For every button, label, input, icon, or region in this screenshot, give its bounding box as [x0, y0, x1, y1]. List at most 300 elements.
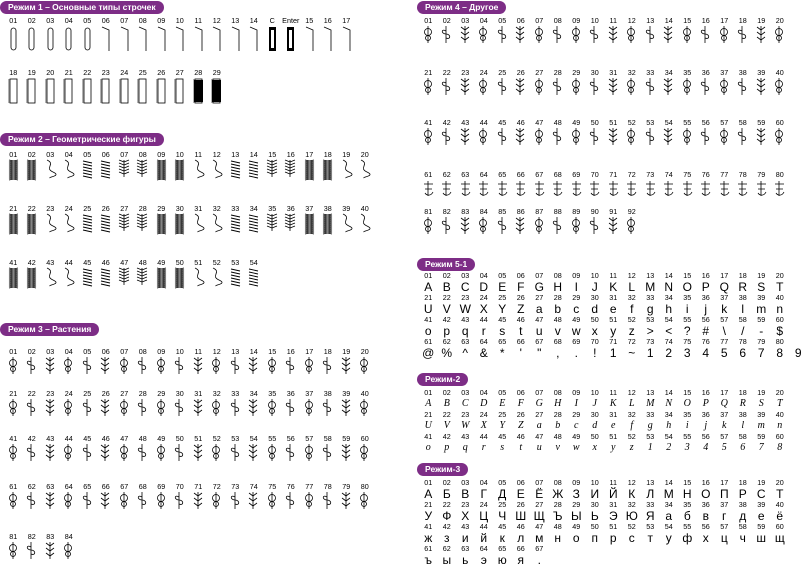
mode3-cyr-panel	[417, 463, 800, 575]
pattern-number: 73	[646, 170, 655, 179]
pattern-number: 46	[101, 434, 110, 443]
pattern-number: 30	[175, 204, 184, 213]
letter-glyph: г	[722, 509, 727, 523]
stitch-pattern-icon	[173, 443, 186, 462]
pattern-number: 01	[9, 16, 18, 25]
letter-glyph: к	[499, 531, 505, 545]
letter-number: 17	[720, 388, 729, 397]
pattern-number: 28	[138, 204, 147, 213]
pattern-number: 06	[101, 16, 110, 25]
stitch-pattern-icon	[118, 159, 131, 178]
stitch-pattern-icon	[81, 159, 94, 178]
stitch-pattern-icon	[459, 77, 472, 96]
stitch-pattern-icon	[284, 443, 297, 462]
pattern-cell	[134, 389, 153, 417]
letter-number: 67	[535, 337, 544, 346]
letter-row-numbers	[419, 411, 789, 419]
pattern-cell	[4, 347, 23, 375]
letter-glyph: И	[590, 487, 600, 501]
pattern-cell	[115, 68, 134, 105]
pattern-number: 28	[194, 68, 203, 77]
letter-number: 03	[461, 478, 470, 487]
pattern-cell	[23, 482, 42, 510]
letter-number: 10	[590, 388, 599, 397]
stitch-pattern-icon	[62, 77, 75, 105]
letter-glyph: Ь	[590, 509, 599, 523]
pattern-number: 13	[646, 16, 655, 25]
stitch-pattern-icon	[662, 77, 675, 96]
stitch-pattern-icon	[155, 398, 168, 417]
letter-number: 10	[590, 478, 599, 487]
pattern-number: 74	[664, 170, 673, 179]
pattern-cell	[60, 482, 79, 510]
stitch-pattern-icon	[136, 267, 149, 286]
pattern-number: 15	[305, 16, 314, 25]
letter-glyph: 2	[666, 442, 672, 453]
stitch-pattern-icon	[321, 356, 334, 375]
letter-number: 54	[664, 432, 673, 441]
pattern-cell	[152, 204, 171, 232]
pattern-cell	[115, 258, 134, 286]
mode3-row1	[4, 347, 374, 375]
stitch-pattern-icon	[736, 77, 749, 96]
letter-glyph: ь	[462, 553, 469, 567]
stitch-pattern-icon	[570, 25, 583, 44]
stitch-pattern-icon	[229, 491, 242, 510]
pattern-cell	[41, 434, 60, 462]
pattern-cell	[208, 258, 227, 286]
pattern-cell	[97, 434, 116, 462]
letter-number: 60	[775, 432, 784, 441]
pattern-number: 15	[268, 347, 277, 356]
pattern-cell	[300, 16, 319, 53]
letter-number: 53	[646, 522, 655, 531]
stitch-pattern-icon	[496, 179, 509, 198]
letter-glyph: Ю	[625, 509, 638, 523]
letter-number: 37	[720, 500, 729, 509]
pattern-cell	[282, 16, 301, 53]
letter-number: 05	[498, 388, 507, 397]
letter-number: 33	[646, 293, 655, 302]
pattern-number: 18	[323, 150, 332, 159]
stitch-pattern-icon	[247, 491, 260, 510]
letter-glyph: U	[423, 302, 433, 316]
pattern-cell	[715, 68, 734, 96]
stitch-pattern-icon	[44, 77, 57, 105]
letter-row-glyphs	[419, 324, 808, 338]
pattern-cell	[134, 434, 153, 462]
stitch-pattern-icon	[477, 127, 490, 146]
stitch-pattern-icon	[570, 216, 583, 235]
stitch-pattern-icon	[625, 25, 638, 44]
letter-glyph: Ъ	[553, 509, 563, 523]
stitch-pattern-icon	[340, 491, 353, 510]
letter-glyph: L	[628, 280, 636, 294]
letter-glyph: 3	[684, 442, 690, 453]
letter-number: 65	[498, 544, 507, 553]
letter-number: 80	[775, 337, 784, 346]
pattern-number: 31	[194, 389, 203, 398]
letter-glyph: ц	[720, 531, 728, 545]
letter-glyph: А	[424, 487, 433, 501]
stitch-pattern-icon	[358, 159, 371, 178]
pattern-number: 16	[286, 347, 295, 356]
letter-glyph: k	[722, 420, 727, 431]
stitch-pattern-icon	[303, 356, 316, 375]
letter-number: 40	[775, 293, 784, 302]
pattern-cell	[419, 16, 438, 44]
mode2-panel	[0, 132, 400, 312]
letter-glyph: 1	[609, 346, 617, 360]
pattern-cell	[245, 150, 264, 178]
stitch-pattern-icon	[570, 77, 583, 96]
letter-glyph: F	[517, 280, 525, 294]
stitch-pattern-icon	[44, 491, 57, 510]
pattern-cell	[319, 482, 338, 510]
pattern-number: 06	[101, 150, 110, 159]
pattern-number: 80	[360, 482, 369, 491]
pattern-number: 89	[572, 207, 581, 216]
pattern-number: 82	[27, 532, 36, 541]
pattern-number: 18	[323, 347, 332, 356]
pattern-cell	[438, 207, 457, 235]
pattern-number: 22	[27, 389, 36, 398]
letter-row-numbers	[419, 501, 789, 509]
letter-number: 46	[516, 315, 525, 324]
pattern-cell	[152, 347, 171, 375]
pattern-cell	[604, 16, 623, 44]
pattern-number: 09	[572, 16, 581, 25]
letter-glyph: н	[554, 531, 562, 545]
letter-glyph: ш	[756, 531, 767, 545]
pattern-number: 07	[120, 16, 129, 25]
pattern-number: 32	[212, 204, 221, 213]
pattern-cell	[356, 434, 375, 462]
letter-number: 10	[590, 271, 599, 280]
pattern-cell	[282, 150, 301, 178]
stitch-pattern-icon	[570, 127, 583, 146]
pattern-number: 32	[212, 389, 221, 398]
stitch-pattern-icon	[533, 77, 546, 96]
stitch-pattern-icon	[62, 267, 75, 286]
letter-glyph: e	[609, 302, 617, 316]
stitch-pattern-icon	[662, 127, 675, 146]
pattern-number: 39	[342, 389, 351, 398]
pattern-cell	[715, 170, 734, 198]
letter-number: 41	[424, 315, 433, 324]
stitch-pattern-icon	[459, 127, 472, 146]
pattern-cell	[208, 68, 227, 105]
pattern-cell	[512, 16, 531, 44]
pattern-cell	[134, 16, 153, 53]
pattern-cell	[97, 16, 116, 53]
pattern-number: 27	[175, 68, 184, 77]
pattern-cell	[97, 258, 116, 286]
stitch-pattern-icon	[136, 213, 149, 232]
letter-glyph: w	[571, 324, 581, 338]
pattern-cell	[438, 68, 457, 96]
pattern-number: 47	[535, 118, 544, 127]
pattern-cell	[134, 258, 153, 286]
mode5-1-title: Режим 5-1	[417, 258, 475, 271]
stitch-pattern-icon	[210, 25, 223, 53]
letter-glyph: >	[646, 324, 654, 338]
stitch-pattern-icon	[284, 398, 297, 417]
pattern-number: 67	[120, 482, 129, 491]
letter-glyph: n	[777, 420, 783, 431]
pattern-number: 29	[212, 68, 221, 77]
pattern-number: 02	[442, 16, 451, 25]
letter-glyph: Ф	[442, 509, 452, 523]
pattern-cell	[715, 16, 734, 44]
letter-glyph: l	[741, 302, 745, 316]
letter-number: 42	[442, 315, 451, 324]
letter-glyph: К	[628, 487, 636, 501]
letter-number: 19	[757, 388, 766, 397]
letter-glyph: j	[704, 302, 708, 316]
pattern-cell	[337, 204, 356, 232]
pattern-number: 73	[231, 482, 240, 491]
pattern-cell	[530, 68, 549, 96]
pattern-cell	[734, 118, 753, 146]
letter-glyph: c	[573, 302, 580, 316]
stitch-pattern-icon	[477, 216, 490, 235]
pattern-cell	[115, 389, 134, 417]
letter-number: 07	[535, 478, 544, 487]
letter-number: 05	[498, 478, 507, 487]
letter-number: 27	[535, 410, 544, 419]
pattern-cell	[356, 347, 375, 375]
pattern-cell	[189, 482, 208, 510]
stitch-pattern-icon	[155, 77, 168, 105]
pattern-cell	[549, 207, 568, 235]
letter-glyph: Y	[498, 302, 507, 316]
letter-number: 29	[572, 293, 581, 302]
letter-glyph: 6	[740, 442, 746, 453]
pattern-number: C	[269, 16, 275, 25]
letter-number: 33	[646, 410, 655, 419]
letter-glyph: o	[424, 324, 432, 338]
pattern-cell	[78, 258, 97, 286]
pattern-number: 12	[212, 150, 221, 159]
letter-glyph: з	[443, 531, 450, 545]
letter-number: 04	[479, 478, 488, 487]
letter-number: 25	[498, 293, 507, 302]
pattern-number: 72	[212, 482, 221, 491]
pattern-cell	[134, 68, 153, 105]
pattern-number: 39	[342, 204, 351, 213]
pattern-number: 45	[83, 434, 92, 443]
letter-number: 20	[775, 388, 784, 397]
pattern-number: 16	[286, 150, 295, 159]
pattern-number: 23	[46, 204, 55, 213]
mode4-row4	[419, 170, 789, 198]
pattern-cell	[97, 482, 116, 510]
pattern-cell	[23, 204, 42, 232]
letter-glyph: х	[702, 531, 709, 545]
stitch-pattern-icon	[136, 398, 149, 417]
letter-number: 17	[720, 478, 729, 487]
pattern-number: 52	[212, 434, 221, 443]
stitch-pattern-icon	[25, 443, 38, 462]
pattern-number: 14	[664, 16, 673, 25]
stitch-pattern-icon	[773, 77, 786, 96]
pattern-cell	[282, 434, 301, 462]
letter-glyph: 3	[683, 346, 691, 360]
letter-number: 11	[609, 388, 617, 397]
stitch-pattern-icon	[718, 25, 731, 44]
pattern-number: 59	[757, 118, 766, 127]
letter-number: 60	[775, 522, 784, 531]
letter-glyph: Д	[498, 487, 507, 501]
letter-glyph: ,	[556, 346, 560, 360]
letter-number: 41	[424, 432, 433, 441]
pattern-cell	[226, 389, 245, 417]
letter-number: 20	[775, 478, 784, 487]
letter-number: 12	[627, 478, 636, 487]
pattern-cell	[300, 482, 319, 510]
pattern-cell	[530, 170, 549, 198]
letter-number: 77	[720, 337, 729, 346]
letter-number: 43	[461, 315, 470, 324]
letter-number: 59	[757, 432, 766, 441]
pattern-cell	[171, 204, 190, 232]
pattern-cell	[319, 347, 338, 375]
letter-glyph: 5	[720, 346, 728, 360]
letter-glyph: R	[739, 398, 746, 409]
letter-glyph: V	[442, 302, 451, 316]
pattern-cell	[475, 68, 494, 96]
letter-number: 79	[757, 337, 766, 346]
pattern-number: 28	[553, 68, 562, 77]
pattern-number: 78	[323, 482, 332, 491]
stitch-pattern-icon	[155, 491, 168, 510]
pattern-number: 81	[9, 532, 18, 541]
pattern-cell	[134, 347, 153, 375]
pattern-cell	[4, 68, 23, 105]
pattern-number: 19	[27, 68, 36, 77]
letter-glyph: у	[665, 531, 672, 545]
pattern-number: 01	[9, 347, 18, 356]
pattern-cell	[78, 482, 97, 510]
pattern-number: 06	[516, 16, 525, 25]
pattern-cell	[549, 68, 568, 96]
pattern-cell	[586, 170, 605, 198]
letter-glyph: ж	[424, 531, 433, 545]
letter-number: 28	[553, 500, 562, 509]
pattern-cell	[4, 389, 23, 417]
stitch-pattern-icon	[44, 398, 57, 417]
pattern-cell	[475, 16, 494, 44]
letter-glyph: 7	[757, 346, 765, 360]
pattern-cell	[567, 16, 586, 44]
pattern-number: 77	[305, 482, 314, 491]
pattern-number: 29	[157, 389, 166, 398]
stitch-pattern-icon	[81, 356, 94, 375]
pattern-number: 17	[305, 347, 314, 356]
pattern-cell	[456, 207, 475, 235]
letter-number: 47	[535, 315, 544, 324]
letter-number: 03	[461, 388, 470, 397]
pattern-cell	[97, 68, 116, 105]
pattern-cell	[641, 170, 660, 198]
pattern-number: 20	[46, 68, 55, 77]
letter-row-numbers	[419, 479, 789, 487]
letter-glyph: P	[701, 280, 710, 294]
pattern-number: 44	[64, 258, 73, 267]
pattern-number: 01	[424, 16, 433, 25]
mode2-script-title: Режим-2	[417, 373, 468, 386]
letter-glyph: B	[442, 280, 451, 294]
letter-glyph: !	[593, 346, 597, 360]
stitch-pattern-icon	[440, 25, 453, 44]
stitch-pattern-icon	[155, 267, 168, 286]
letter-number: 61	[424, 337, 433, 346]
pattern-number: 19	[342, 347, 351, 356]
pattern-number: 01	[9, 150, 18, 159]
pattern-cell	[475, 118, 494, 146]
mode2-row2	[4, 204, 374, 232]
letter-row-numbers	[419, 545, 789, 553]
pattern-number: 04	[64, 16, 73, 25]
pattern-number: 61	[424, 170, 433, 179]
pattern-number: 76	[701, 170, 710, 179]
pattern-cell	[115, 204, 134, 232]
stitch-pattern-icon	[303, 491, 316, 510]
letter-glyph: ^	[462, 346, 469, 360]
letter-glyph: с	[628, 531, 635, 545]
mode1-row2	[4, 68, 226, 105]
pattern-cell	[78, 68, 97, 105]
pattern-cell	[60, 16, 79, 53]
stitch-pattern-icon	[284, 25, 297, 53]
pattern-number: 92	[627, 207, 636, 216]
letter-glyph: \	[722, 324, 726, 338]
letter-number: 62	[442, 544, 451, 553]
stitch-pattern-icon	[551, 77, 564, 96]
pattern-number: 63	[46, 482, 55, 491]
pattern-cell	[78, 204, 97, 232]
letter-number: 22	[442, 410, 451, 419]
stitch-pattern-icon	[773, 25, 786, 44]
stitch-pattern-icon	[588, 179, 601, 198]
stitch-pattern-icon	[477, 179, 490, 198]
pattern-number: 22	[27, 204, 36, 213]
letter-number: 13	[646, 271, 655, 280]
letter-glyph: I	[574, 280, 578, 294]
stitch-pattern-icon	[303, 213, 316, 232]
letter-glyph: Н	[682, 487, 692, 501]
letter-number: 55	[683, 432, 692, 441]
letter-number: 16	[701, 388, 710, 397]
letter-number: 55	[683, 315, 692, 324]
pattern-number: 50	[175, 258, 184, 267]
letter-glyph: п	[591, 531, 598, 545]
stitch-pattern-icon	[25, 159, 38, 178]
letter-number: 30	[590, 293, 599, 302]
stitch-pattern-icon	[136, 356, 149, 375]
letter-glyph: Z	[517, 420, 524, 431]
pattern-cell	[78, 150, 97, 178]
stitch-pattern-icon	[440, 179, 453, 198]
letter-row-numbers	[419, 433, 789, 441]
pattern-number: 53	[231, 434, 240, 443]
stitch-pattern-icon	[551, 25, 564, 44]
pattern-number: 70	[590, 170, 599, 179]
pattern-number: 09	[157, 16, 166, 25]
letter-glyph: 2	[665, 346, 673, 360]
pattern-cell	[60, 389, 79, 417]
